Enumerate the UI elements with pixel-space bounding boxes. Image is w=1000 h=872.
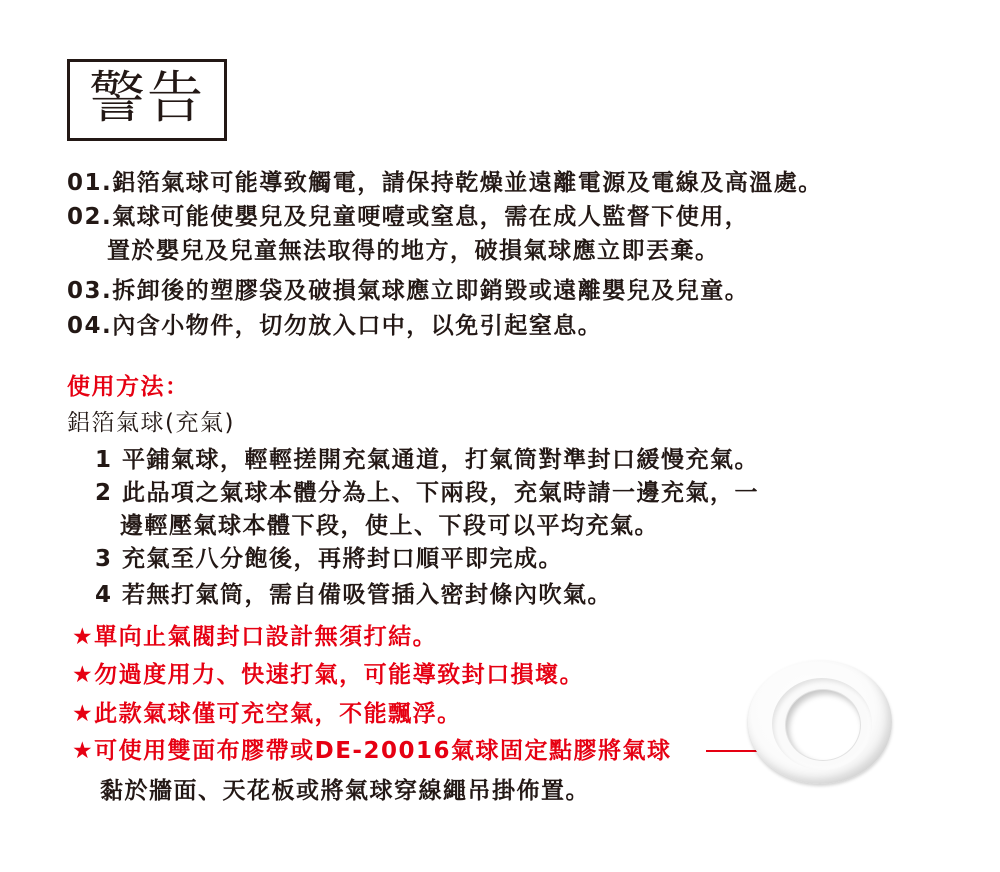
tape-roll-hole: [786, 690, 860, 760]
note-line-2: ★勿過度用力、快速打氣，可能導致封口損壞。: [72, 662, 585, 688]
warning-title: 警告: [67, 59, 227, 141]
usage-step-4: 4 若無打氣筒，需自備吸管插入密封條內吹氣。: [95, 582, 613, 608]
warning-line-04: 04.內含小物件，切勿放入口中，以免引起窒息。: [67, 313, 603, 339]
note-line-1: ★單向止氣閥封口設計無須打結。: [72, 624, 438, 650]
usage-step-3: 3 充氣至八分飽後，再將封口順平即完成。: [95, 546, 564, 572]
usage-step-2: 2 此品項之氣球本體分為上、下兩段，充氣時請一邊充氣，一: [95, 480, 760, 506]
note-line-4: ★可使用雙面布膠帶或DE-20016氣球固定點膠將氣球: [72, 738, 672, 764]
note-line-4-continued: 黏於牆面、天花板或將氣球穿線繩吊掛佈置。: [100, 778, 590, 804]
warning-line-03: 03.拆卸後的塑膠袋及破損氣球應立即銷毀或遠離嬰兒及兒童。: [67, 278, 750, 304]
warning-line-02: 02.氣球可能使嬰兒及兒童哽噎或窒息，需在成人監督下使用，: [67, 204, 750, 230]
warning-line-01: 01.鋁箔氣球可能導致觸電，請保持乾燥並遠離電源及電線及高溫處。: [67, 170, 823, 196]
usage-heading: 使用方法：: [67, 374, 190, 400]
usage-step-1: 1 平鋪氣球，輕輕搓開充氣通道，打氣筒對準封口緩慢充氣。: [95, 447, 760, 473]
usage-subheading: 鋁箔氣球(充氣): [67, 410, 235, 436]
usage-step-2-continued: 邊輕壓氣球本體下段，使上、下段可以平均充氣。: [120, 513, 659, 539]
warning-line-02-continued: 置於嬰兒及兒童無法取得的地方，破損氣球應立即丟棄。: [107, 238, 720, 264]
note-line-3: ★此款氣球僅可充空氣，不能飄浮。: [72, 701, 462, 727]
